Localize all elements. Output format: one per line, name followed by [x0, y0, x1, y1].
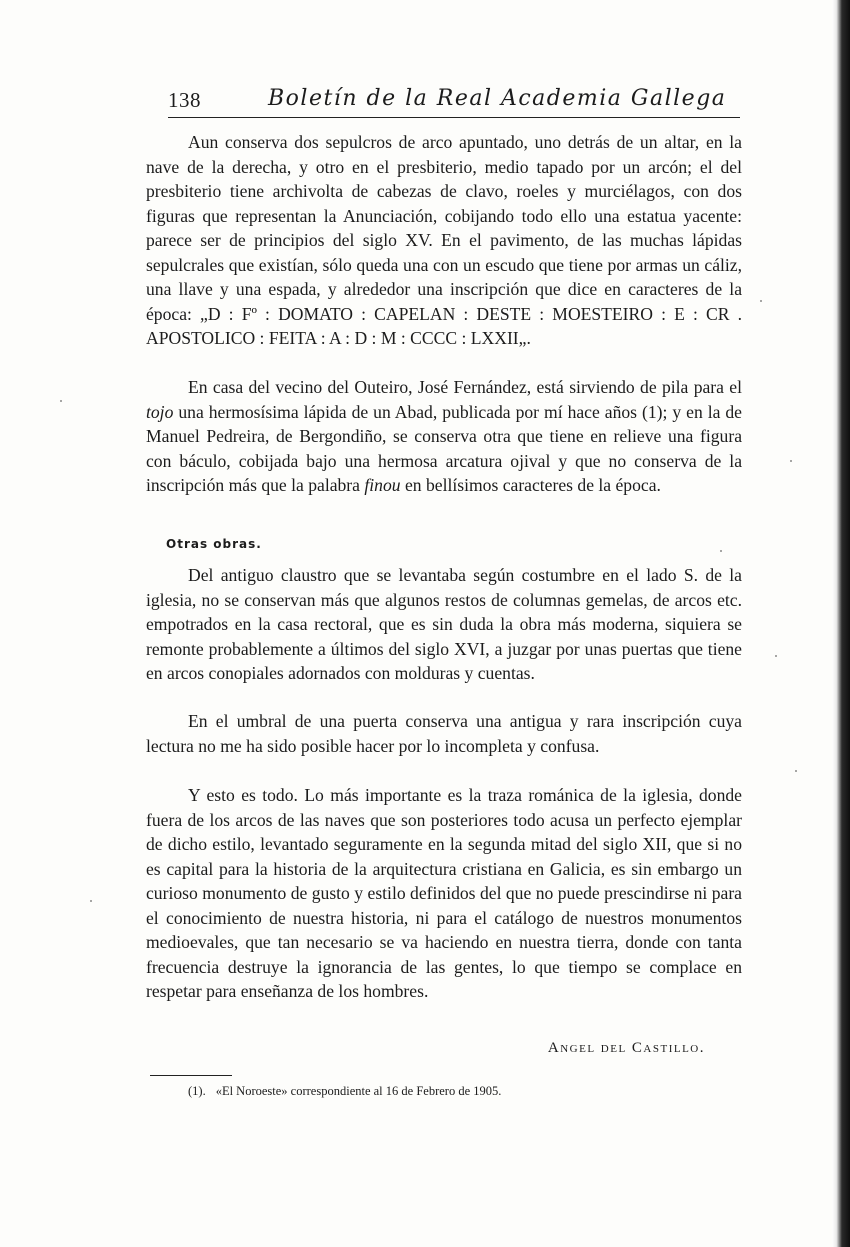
scan-speck [795, 770, 797, 772]
author-signature: Angel del Castillo. [547, 1040, 705, 1056]
paragraph-text-part: una hermosísima lápida de un Abad, publicada por mí hace años (1); y en la de Manuel Pedreira, de Bergondiño, se conserva otra que tiene en relieve una figura con báculo, cobijada bajo una hermosa arcatura ojival y que no conserva de la inscripción más que la palabra [146, 401, 742, 495]
paragraph-text: Y esto es todo. Lo más importante es la traza románica de la iglesia, donde fuera de los arcos de las naves que son posteriores todo acusa un perfecto ejemplar de dicho estilo, levantado seguramente en la segunda mitad del siglo XII, que si no es capital para la historia de la arquitectura cristiana en Galicia, es sin embargo un curioso monumento de gusto y estilo definidos del que no puede prescindirse ni para el conocimiento de nuestra historia, ni para el catálogo de nuestros monumentos medioevales, que tan necesario se va haciendo en nuestra tierra, donde con tanta frecuencia destruye la ignorancia de las gentes, lo que tiempo se complace en respetar para enseñanza de los hombres. [146, 785, 742, 1001]
page-number: 138 [168, 88, 201, 112]
scan-speck [790, 460, 792, 462]
paragraph-text: Aun conserva dos sepulcros de arco apuntado, uno detrás de un altar, en la nave de la derecha, y otro en el presbiterio, medio tapado por un arcón; el del presbiterio tiene archivolta de cabezas de clavo, roeles y murciélagos, con dos figuras que representan la Anunciación, cobijando todo ello una estatua yacente: parece ser de principios del siglo XV. En el pavimento, de las muchas lápidas sepulcrales que existían, sólo queda una con un escudo que tiene por armas un cáliz, una llave y una espada, y alrededor una inscripción que dice en caracteres de la época: „D : Fº : DOMATO : CAPELAN : DESTE : MOESTEIRO : E : CR . APOSTOLICO : FEITA : A : D : M : CCCC : LXXII„. [146, 132, 742, 348]
scan-speck [760, 300, 762, 302]
section-heading: Otras obras. [166, 537, 262, 551]
paragraph-text: En el umbral de una puerta conserva una antigua y rara inscripción cuya lectura no me ha sido posible hacer por lo incompleta y confusa. [146, 711, 742, 756]
header-rule [168, 117, 740, 118]
paragraph-sepulcros [146, 130, 742, 351]
paragraph-conclusion [146, 783, 742, 1004]
italic-word-finou: finou [364, 475, 401, 495]
page-header [168, 86, 740, 114]
scan-speck [60, 400, 62, 402]
paragraph-text [146, 375, 742, 498]
paragraph-text-part: en bellísimos caracteres de la época. [400, 475, 661, 495]
footnote-rule [150, 1075, 232, 1076]
binding-edge [832, 0, 850, 1247]
running-title: Boletín de la Real Academia Gallega [268, 86, 727, 111]
scan-speck [720, 550, 722, 552]
footnote-text: «El Noroeste» correspondiente al 16 de Febrero de 1905. [215, 1084, 502, 1098]
italic-word-tojo: tojo [146, 401, 174, 422]
paragraph-text: Del antiguo claustro que se levantaba según costumbre en el lado S. de la iglesia, no se conservan más que algunos restos de columnas gemelas, de arcos etc. empotrados en la casa rectoral, que es sin duda la obra más moderna, siquiera se remonte probablemente a últimos del siglo XVI, a juzgar por unas puertas que tiene en arcos conopiales adornados con molduras y cuentas. [146, 565, 742, 683]
footnote-mark: (1). [188, 1084, 206, 1098]
footnote [188, 1083, 501, 1099]
paragraph-claustro [146, 563, 742, 686]
paragraph-text-part: En casa del vecino del Outeiro, José Fernández, está sirviendo de pila para el [188, 377, 742, 397]
paragraph-outeiro [146, 375, 742, 498]
scan-speck [775, 655, 777, 657]
scan-speck [90, 900, 92, 902]
paragraph-umbral [146, 709, 742, 758]
